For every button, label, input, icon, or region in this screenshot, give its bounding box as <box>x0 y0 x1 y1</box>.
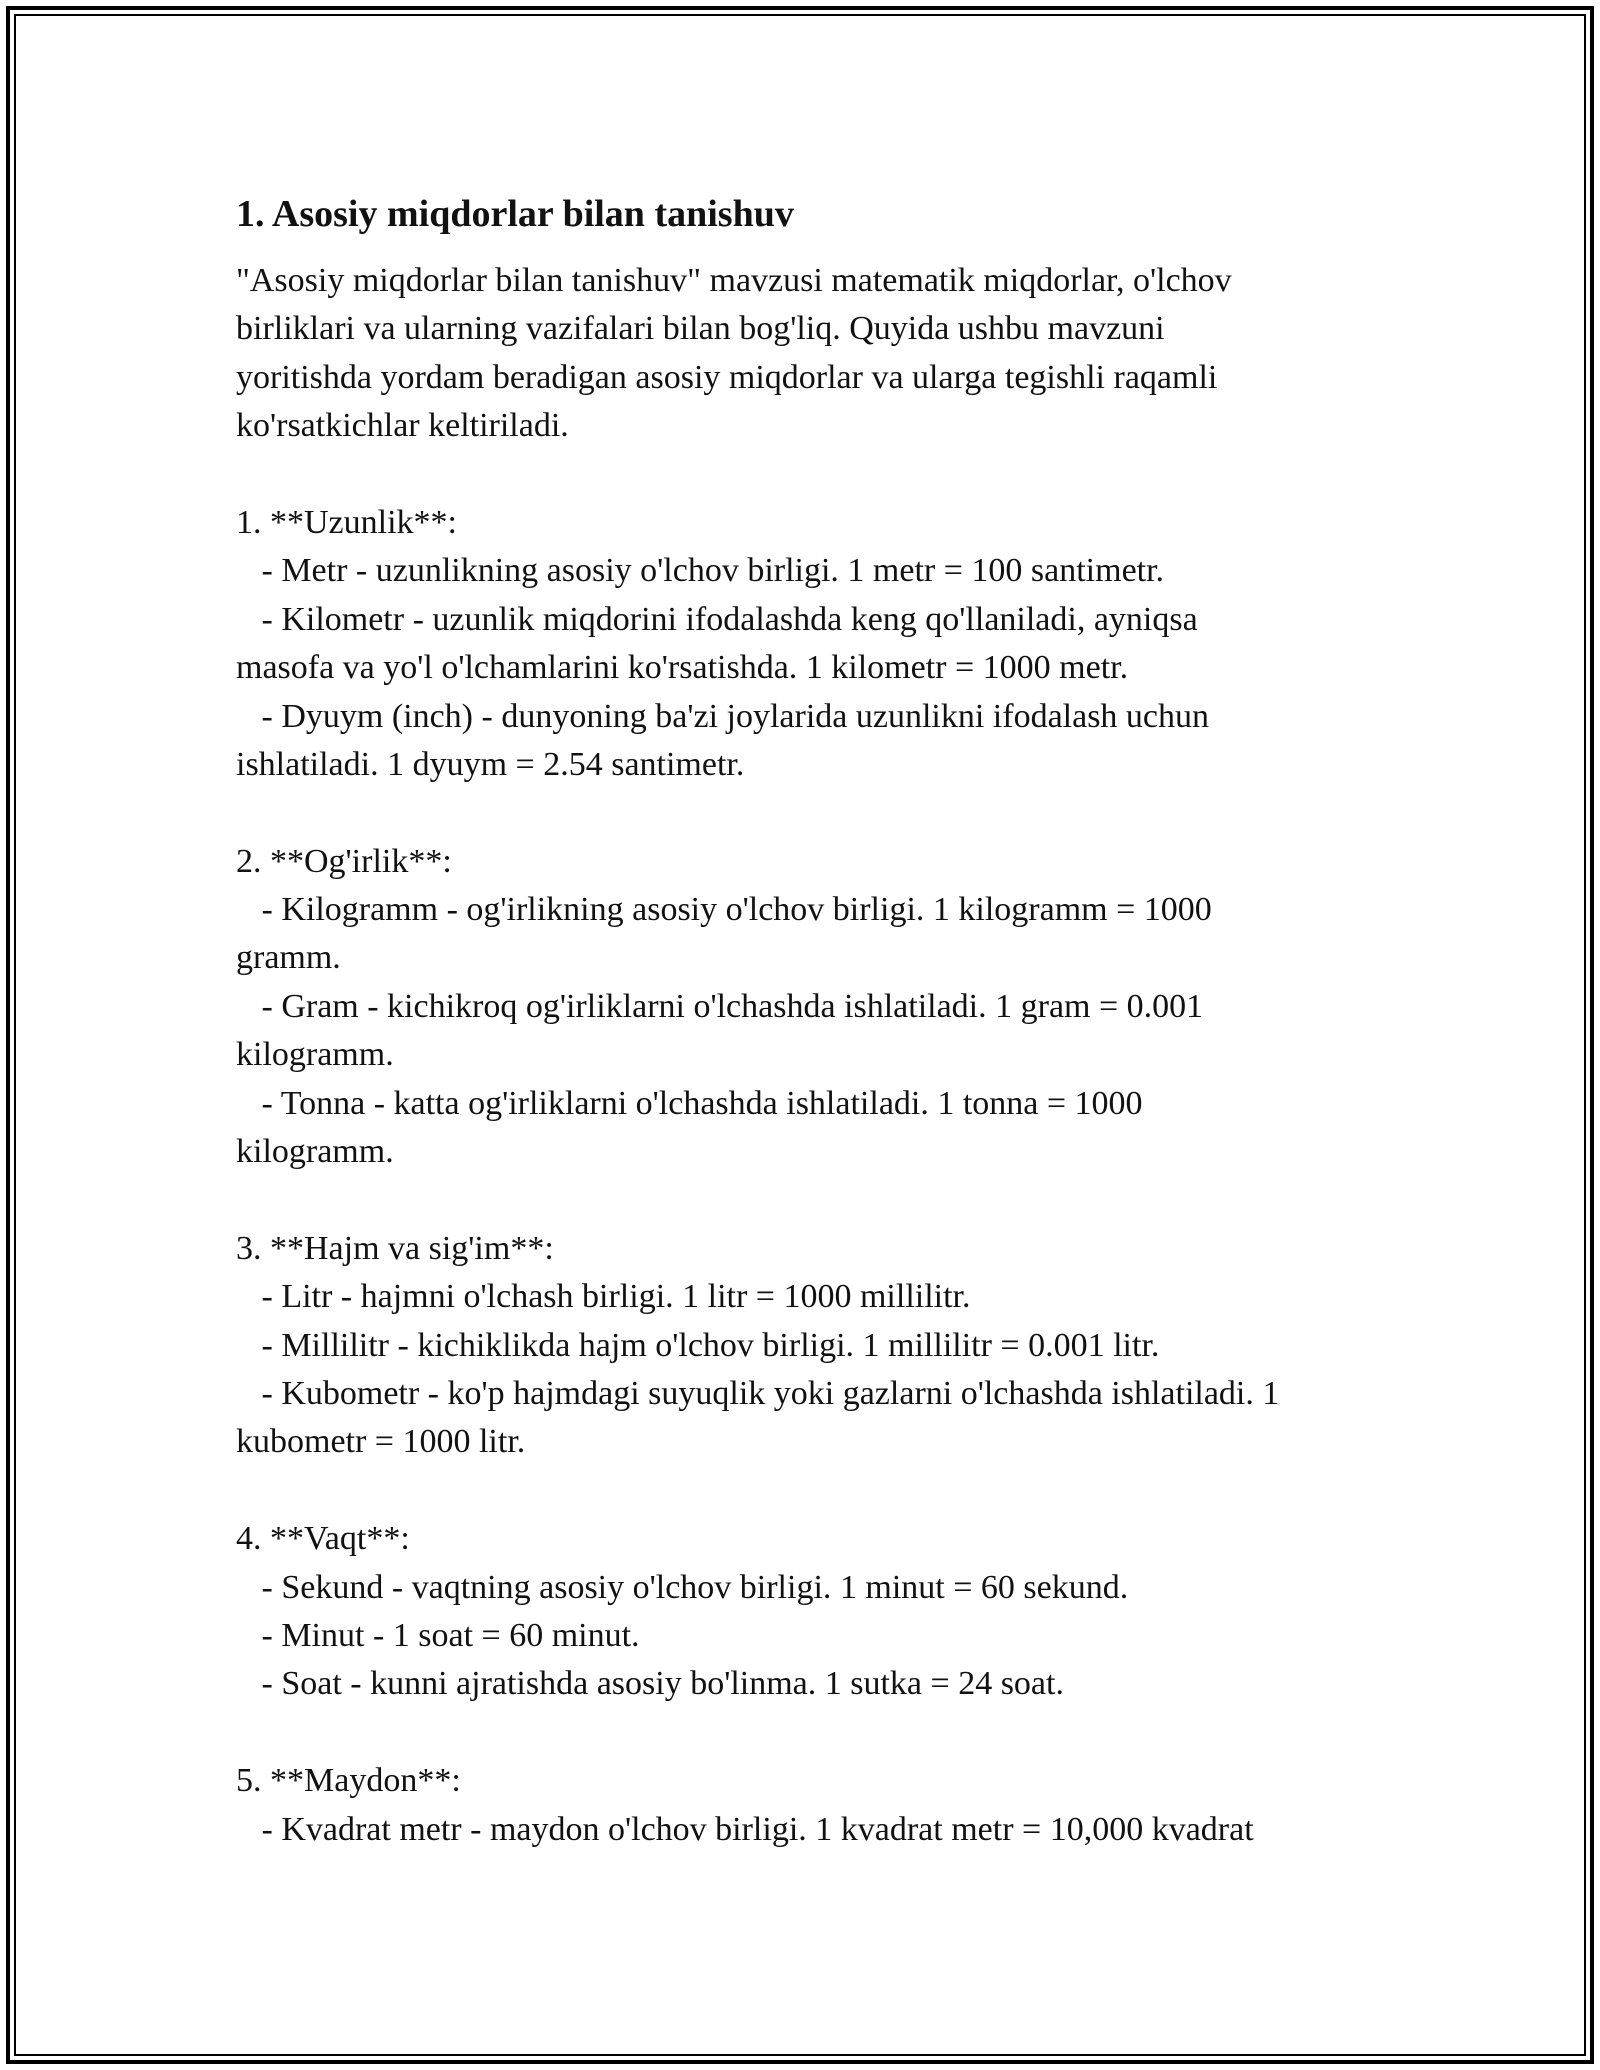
text-line: 4. **Vaqt**: <box>236 1520 410 1558</box>
text-line: 5. **Maydon**: <box>236 1762 461 1800</box>
blank-line <box>236 1467 1376 1515</box>
text-line: - Minut - 1 soat = 60 minut. <box>236 1616 640 1654</box>
text-line: 3. **Hajm va sig'im**: <box>236 1229 554 1267</box>
text-line: yoritishda yordam beradigan asosiy miqdorlar va ularga tegishli raqamli <box>236 358 1218 396</box>
text-line: - Litr - hajmni o'lchash birligi. 1 litr = 1000 millilitr. <box>236 1278 971 1316</box>
text-line: - Sekund - vaqtning asosiy o'lchov birligi. 1 minut = 60 sekund. <box>236 1568 1129 1606</box>
text-line: gramm. <box>236 939 341 977</box>
text-line: - Kubometr - ko'p hajmdagi suyuqlik yoki gazlarni o'lchashda ishlatiladi. 1 <box>236 1374 1280 1412</box>
text-line: kubometr = 1000 litr. <box>236 1423 526 1461</box>
text-line: - Tonna - katta og'irliklarni o'lchashda ishlatiladi. 1 tonna = 1000 <box>236 1084 1143 1122</box>
text-line: - Gram - kichikroq og'irliklarni o'lchashda ishlatiladi. 1 gram = 0.001 <box>236 987 1204 1025</box>
blank-line <box>236 1176 1376 1224</box>
text-line: birliklari va ularning vazifalari bilan bog'liq. Quyida ushbu mavzuni <box>236 310 1165 348</box>
text-line: masofa va yo'l o'lchamlarini ko'rsatishda. 1 kilometr = 1000 metr. <box>236 649 1129 687</box>
text-line: kilogramm. <box>236 1036 394 1074</box>
text-line: - Soat - kunni ajratishda asosiy bo'linma. 1 sutka = 24 soat. <box>236 1665 1064 1703</box>
document-text <box>236 257 1376 1854</box>
text-line: - Kilogramm - og'irlikning asosiy o'lchov birligi. 1 kilogramm = 1000 <box>236 891 1212 929</box>
document-body <box>236 183 1376 1854</box>
blank-line <box>236 451 1376 499</box>
text-line: kilogramm. <box>236 1133 394 1171</box>
text-line: - Millilitr - kichiklikda hajm o'lchov birligi. 1 millilitr = 0.001 litr. <box>236 1326 1160 1364</box>
document-title: 1. Asosiy miqdorlar bilan tanishuv <box>236 193 794 235</box>
text-line: - Kvadrat metr - maydon o'lchov birligi. 1 kvadrat metr = 10,000 kvadrat <box>236 1810 1254 1848</box>
text-line: 2. **Og'irlik**: <box>236 842 452 880</box>
text-line: ishlatiladi. 1 dyuym = 2.54 santimetr. <box>236 745 745 783</box>
text-line: - Dyuym (inch) - dunyoning ba'zi joylarida uzunlikni ifodalash uchun <box>236 697 1210 735</box>
text-line: "Asosiy miqdorlar bilan tanishuv" mavzusi matematik miqdorlar, o'lchov <box>236 262 1232 299</box>
text-line: ko'rsatkichlar keltiriladi. <box>236 407 569 445</box>
blank-line <box>236 789 1376 837</box>
text-line: 1. **Uzunlik**: <box>236 503 457 541</box>
text-line: - Metr - uzunlikning asosiy o'lchov birligi. 1 metr = 100 santimetr. <box>236 552 1165 590</box>
text-line: - Kilometr - uzunlik miqdorini ifodalashda keng qo'llaniladi, ayniqsa <box>236 600 1198 638</box>
blank-line <box>236 1709 1376 1757</box>
